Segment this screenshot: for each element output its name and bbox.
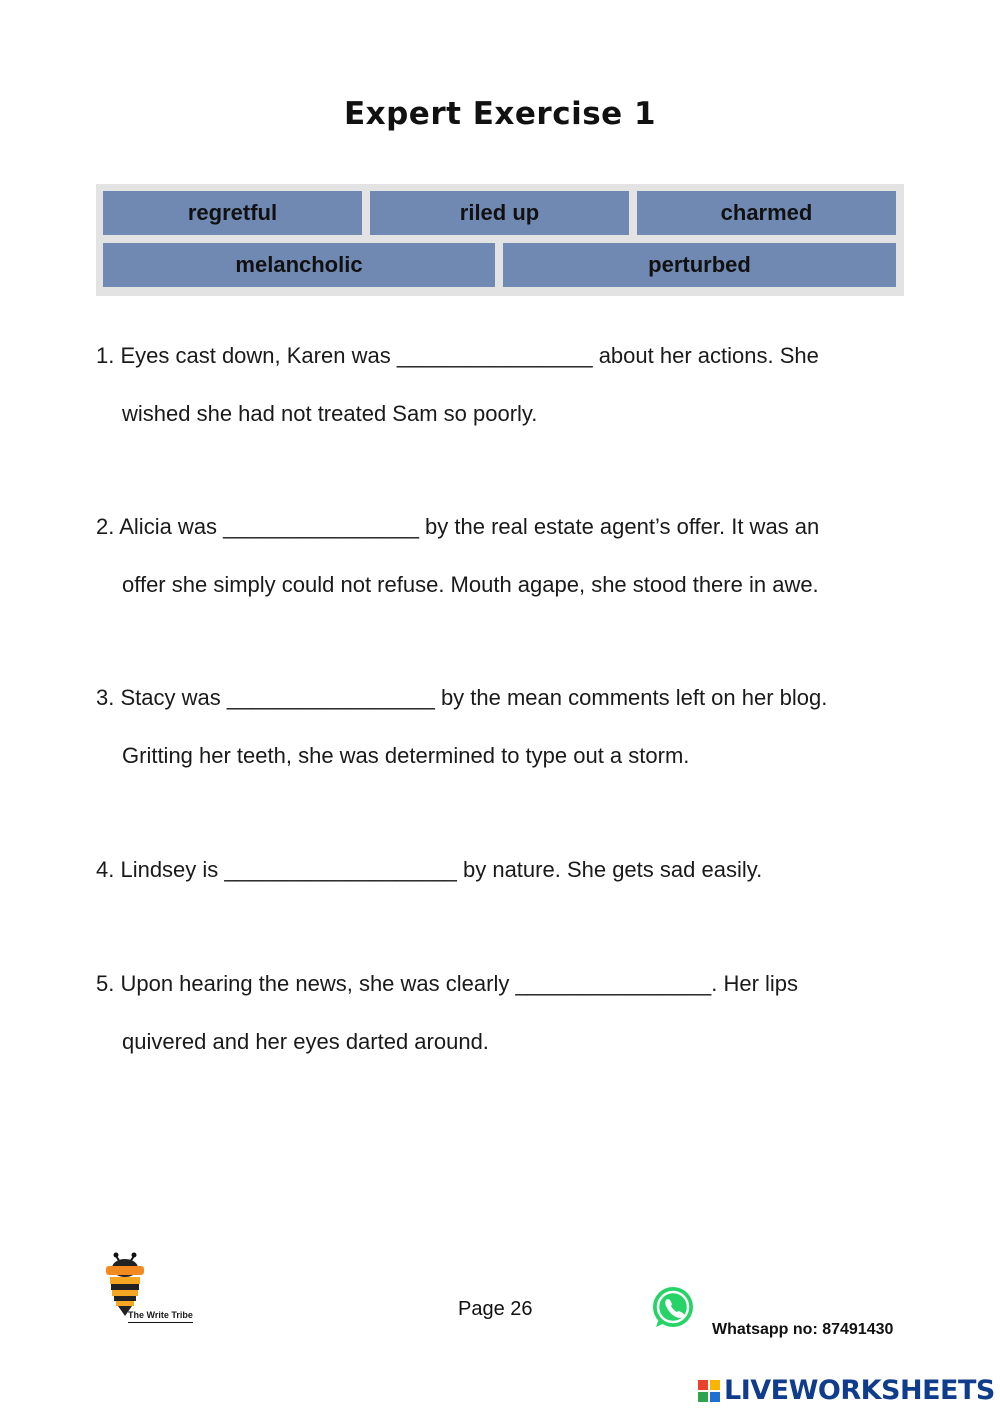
watermark-text: LIVEWORKSHEETS [724, 1375, 995, 1406]
write-tribe-logo [96, 1250, 206, 1328]
word-bank [96, 184, 904, 296]
logo-text: The Write Tribe [128, 1310, 193, 1323]
question-line: 1. Eyes cast down, Karen was ________________ about her actions. She [96, 343, 819, 368]
question-line: 2. Alicia was ________________ by the real estate agent’s offer. It was an [96, 514, 820, 539]
whatsapp-number: Whatsapp no: 87491430 [712, 1321, 894, 1338]
whatsapp-icon[interactable] [650, 1285, 696, 1331]
question-line: 5. Upon hearing the news, she was clearly ________________. Her lips [96, 971, 799, 996]
liveworksheets-logo-icon [698, 1380, 720, 1402]
question-line: offer she simply could not refuse. Mouth agape, she stood there in awe. [122, 572, 819, 597]
word-bank-item[interactable]: riled up [370, 191, 629, 235]
liveworksheets-watermark[interactable] [698, 1375, 995, 1406]
question-line: wished she had not treated Sam so poorly. [122, 401, 538, 426]
question-line: quivered and her eyes darted around. [122, 1029, 489, 1054]
question-line: 3. Stacy was _________________ by the mean comments left on her blog. [96, 685, 828, 710]
word-bank-item[interactable]: melancholic [103, 243, 495, 287]
word-bank-item[interactable]: perturbed [503, 243, 896, 287]
word-bank-item[interactable]: charmed [637, 191, 896, 235]
exercise-title: Expert Exercise 1 [343, 96, 657, 132]
question-line: Gritting her teeth, she was determined to type out a storm. [122, 743, 690, 768]
page-number: Page 26 [458, 1298, 533, 1320]
word-bank-item[interactable]: regretful [103, 191, 362, 235]
question-line: 4. Lindsey is ___________________ by nature. She gets sad easily. [96, 857, 763, 882]
